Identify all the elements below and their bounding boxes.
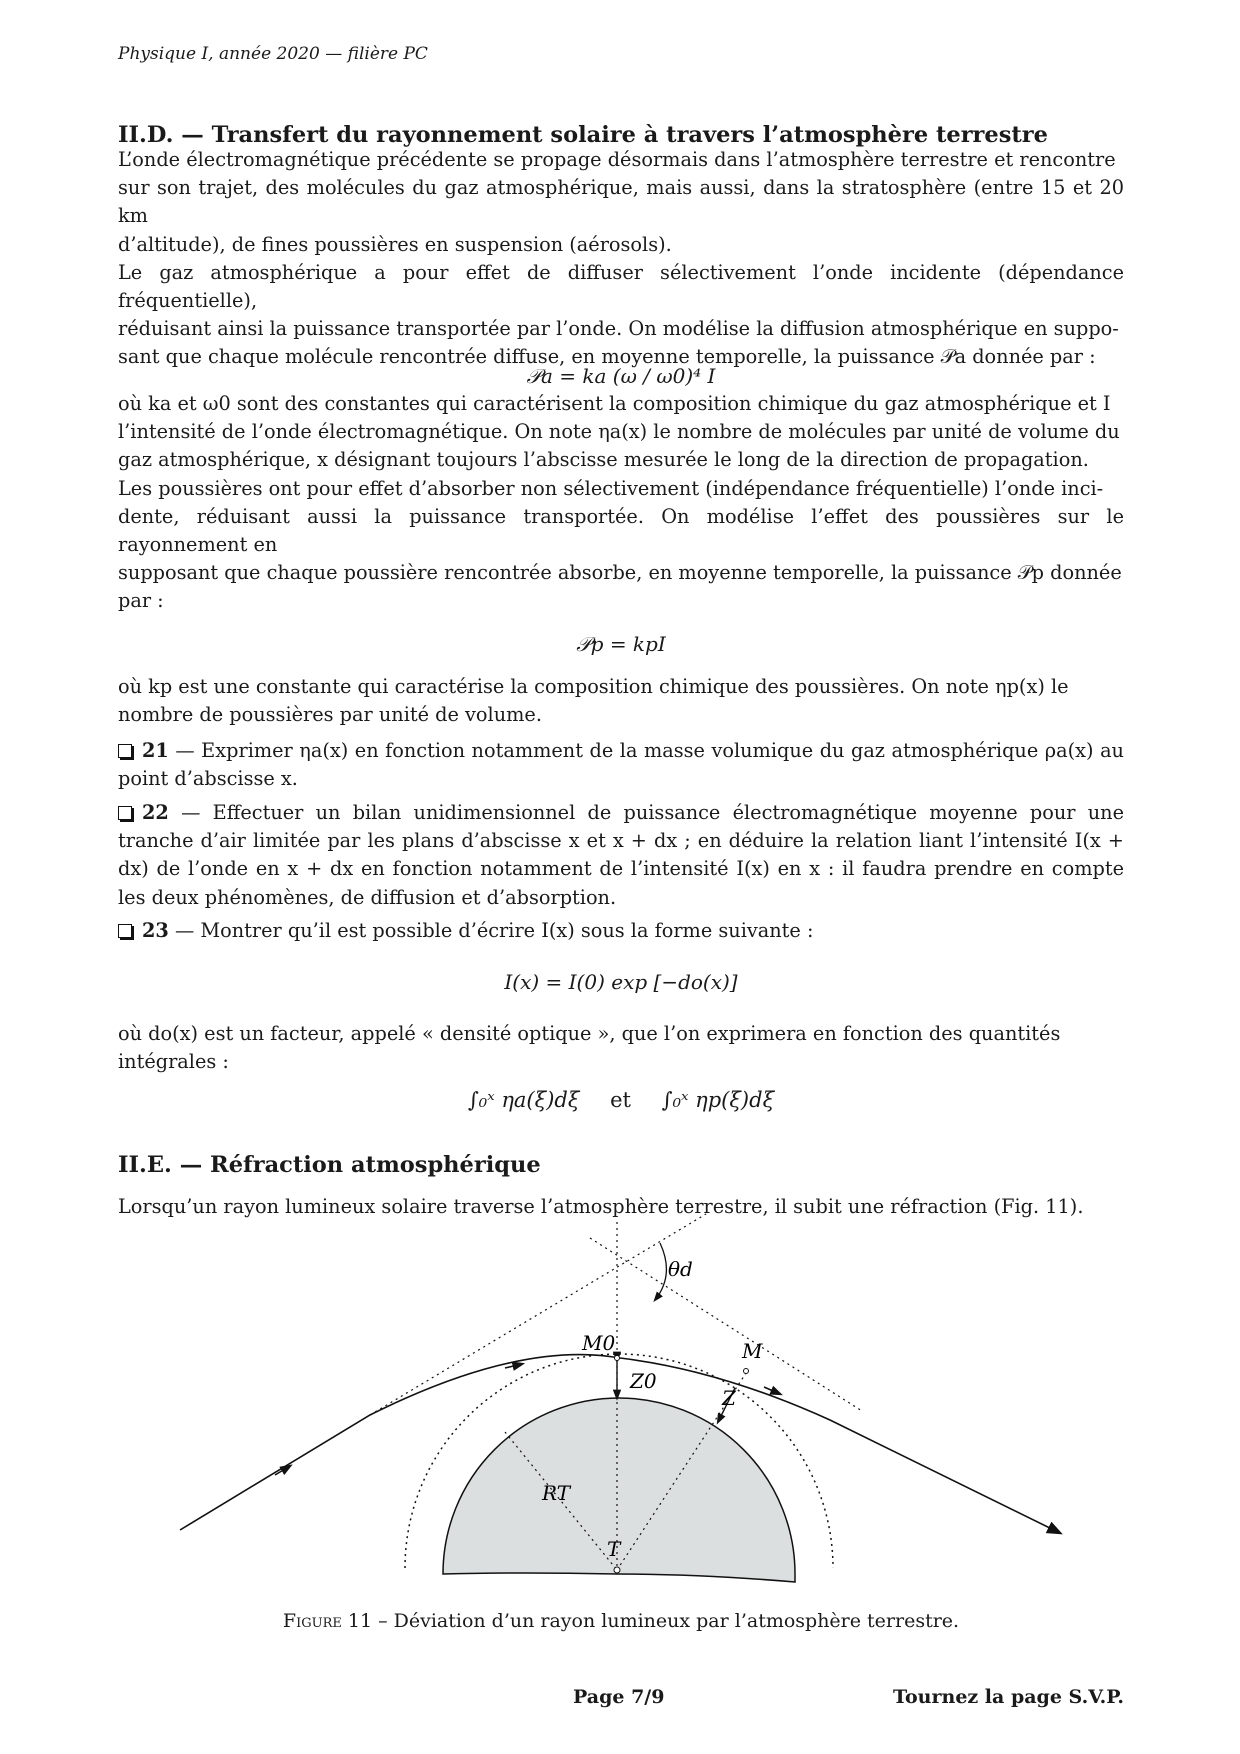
label-T: T bbox=[607, 1537, 621, 1561]
label-theta-d: θd bbox=[668, 1257, 693, 1281]
question-number: 23 bbox=[142, 919, 169, 942]
text-line: gaz atmosphérique, x désignant toujours l’abscisse mesurée le long de la direction de propagation. bbox=[118, 448, 1089, 472]
question-line: compte les deux phénomènes, de diffusion et d’absorption. bbox=[118, 857, 1124, 909]
integral-separator: et bbox=[610, 1088, 631, 1112]
figure-caption bbox=[118, 1610, 1124, 1632]
caption-prefix: Figure 11 bbox=[282, 1610, 373, 1632]
label-M0: M0 bbox=[582, 1331, 616, 1355]
label-RT: RT bbox=[542, 1481, 571, 1505]
question-text: — Exprimer ηa(x) en fonction notamment de la masse volumique du gaz atmosphérique ρa(x) bbox=[175, 739, 1094, 762]
text-line: intégrales : bbox=[118, 1050, 229, 1074]
text-line: sant que chaque molécule rencontrée diffuse, en moyenne temporelle, la puissance 𝒫a donnée par : bbox=[118, 345, 1096, 369]
integral-eta-p: ∫₀ˣ ηp(ξ)dξ bbox=[661, 1088, 775, 1112]
text-line: Lorsqu’un rayon lumineux solaire traverse l’atmosphère terrestre, il subit une réfraction (Fig. 11). bbox=[118, 1195, 1084, 1218]
question-text: — Montrer qu’il est possible d’écrire I(x) sous la forme suivante : bbox=[174, 919, 814, 942]
turn-page: Tournez la page S.V.P. bbox=[893, 1686, 1124, 1708]
text-line: réduisant ainsi la puissance transportée par l’onde. On modélise la diffusion atmosphérique en suppo- bbox=[118, 317, 1119, 341]
text-line: sur son trajet, des molécules du gaz atmosphérique, mais aussi, dans la stratosphère (entre 15 et 20 km bbox=[118, 176, 1124, 228]
point-T bbox=[614, 1567, 620, 1573]
text-line: supposant que chaque poussière rencontrée absorbe, en moyenne temporelle, la puissance 𝒫p donnée bbox=[118, 561, 1122, 585]
point-M bbox=[744, 1369, 749, 1374]
section-title-IIE: II.E. — Réfraction atmosphérique bbox=[118, 1152, 541, 1178]
question-number: 21 bbox=[142, 739, 169, 762]
question-line: tranche d’air limitée par les plans d’abscisse x et x + dx ; en déduire la relation liant l’intensité bbox=[118, 829, 1068, 853]
text-line: L’onde électromagnétique précédente se propage désormais dans l’atmosphère terrestre et rencontre bbox=[118, 148, 1116, 171]
integral-eta-a: ∫₀ˣ ηa(ξ)dξ bbox=[467, 1088, 580, 1112]
text-line: où ka et ω0 sont des constantes qui caractérisent la composition chimique du gaz atmosphérique et I bbox=[118, 392, 1111, 415]
running-header: Physique I, année 2020 — filière PC bbox=[118, 44, 428, 64]
question-line: au point d’abscisse x. bbox=[118, 739, 1124, 791]
equation-ix: I(x) = I(0) exp [−do(x)] bbox=[504, 970, 738, 994]
page-number: Page 7/9 bbox=[573, 1686, 665, 1708]
theta-arc bbox=[655, 1243, 666, 1300]
text-line: où kp est une constante qui caractérise la composition chimique des poussières. On note ηp(x) le bbox=[118, 675, 1069, 698]
point-M0 bbox=[615, 1356, 620, 1361]
equation-pp: 𝒫p = kpI bbox=[576, 632, 666, 656]
text-line: Le gaz atmosphérique a pour effet de diffuser sélectivement l’onde incidente (dépendance fréquentielle), bbox=[118, 260, 1124, 313]
question-text: — Effectuer un bilan unidimensionnel de puissance électromagnétique moyenne pour une bbox=[181, 801, 1124, 824]
text-line: d’altitude), de fines poussières en suspension (aérosols). bbox=[118, 232, 672, 256]
question-line: I(x + dx) de l’onde en x + dx en fonction notamment de l’intensité I(x) en x : il faudra prendre en bbox=[118, 829, 1124, 881]
text-line: l’intensité de l’onde électromagnétique. On note ηa(x) le nombre de molécules par unité de volume du bbox=[118, 420, 1120, 444]
label-Z0: Z0 bbox=[630, 1369, 657, 1393]
question-number: 22 bbox=[142, 801, 169, 824]
text-line: nombre de poussières par unité de volume. bbox=[118, 703, 542, 727]
ray-arrow-3 bbox=[764, 1387, 780, 1394]
ray-arrow-2 bbox=[505, 1364, 522, 1368]
section-title-IID: II.D. — Transfert du rayonnement solaire à travers l’atmosphère terrestre bbox=[118, 122, 1048, 148]
text-line: Les poussières ont pour effet d’absorber non sélectivement (indépendance fréquentielle) l’onde inci- bbox=[118, 476, 1104, 500]
label-Z: Z bbox=[722, 1386, 736, 1410]
caption-text: – Déviation d’un rayon lumineux par l’atmosphère terrestre. bbox=[372, 1610, 960, 1632]
text-line: dente, réduisant aussi la puissance transportée. On modélise l’effet des poussières sur le rayonnement en bbox=[118, 504, 1124, 557]
text-line: par : bbox=[118, 589, 164, 613]
text-line: où do(x) est un facteur, appelé « densité optique », que l’on exprimera en fonction des quantités bbox=[118, 1022, 1061, 1045]
label-M: M bbox=[742, 1339, 763, 1363]
equation-pa: 𝒫a = ka (ω / ω0)⁴ I bbox=[526, 364, 716, 388]
